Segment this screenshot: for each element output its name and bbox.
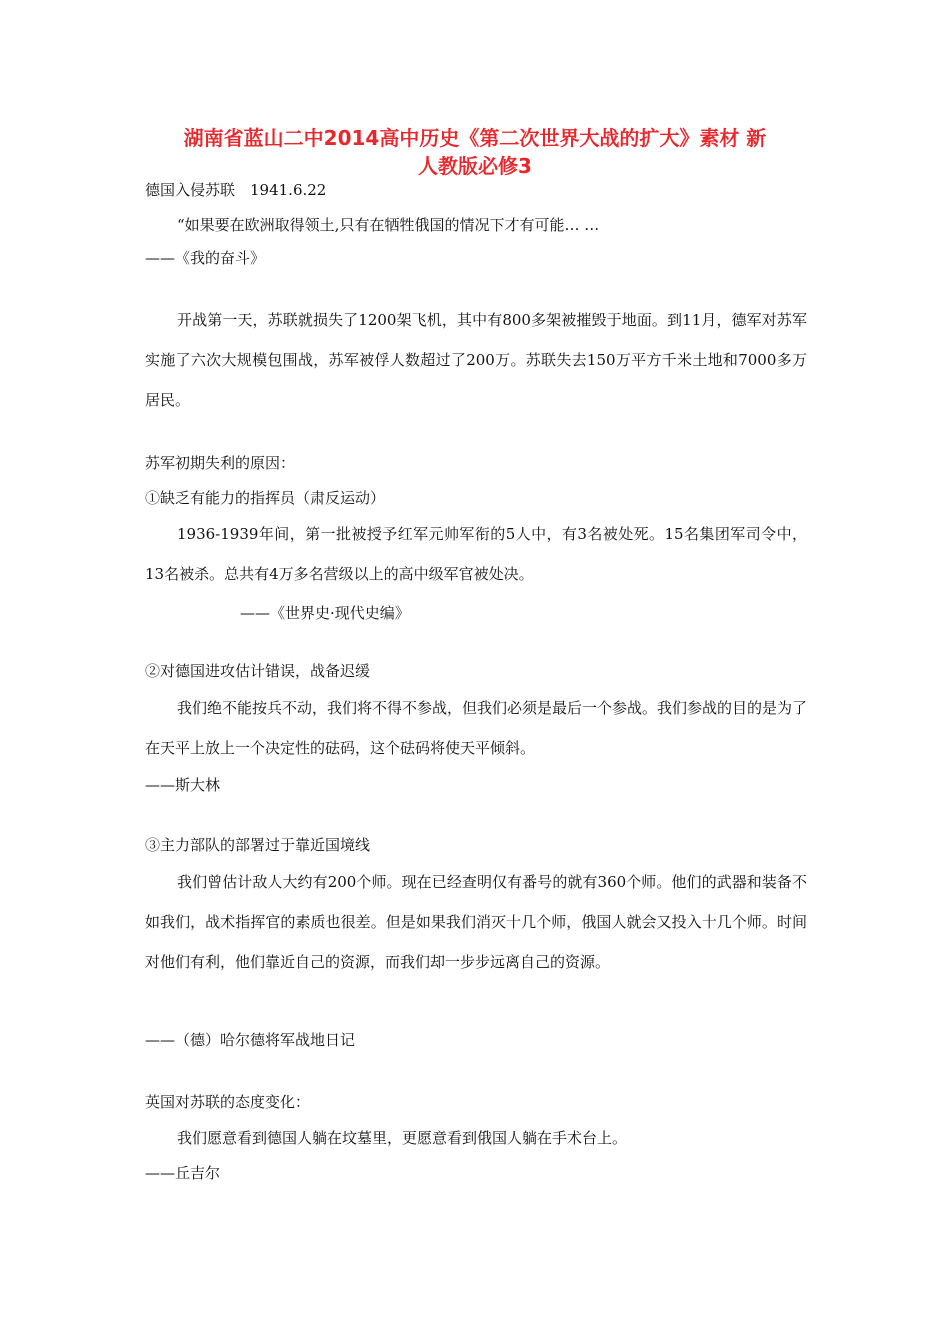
reason-2-text: 我们绝不能按兵不动，我们将不得不参战，但我们必须是最后一个参战。我们参战的目的是为了在天平上放上一个决定性的砝码，这个砝码将使天平倾斜。 bbox=[145, 699, 808, 757]
reason-3-text: 我们曾估计敌人大约有200个师。现在已经查明仅有番号的就有360个师。他们的武器和装备不如我们，战术指挥官的素质也很差。但是如果我们消灭十几个师，俄国人就会又投入十几个师。时间对他们有利，他们靠近自己的资源，而我们却一步步远离自己的资源。 bbox=[145, 873, 807, 971]
reason-1-source: ——《世界史·现代史编》 bbox=[240, 604, 410, 622]
uk-quote-source: ——丘吉尔 bbox=[145, 1164, 221, 1182]
intro-heading: 德国入侵苏联 1941.6.22 bbox=[145, 181, 327, 199]
reason-2-source: ——斯大林 bbox=[145, 776, 221, 794]
document-title-line-2: 人教版必修3 bbox=[418, 154, 532, 178]
reasons-heading: 苏军初期失利的原因： bbox=[145, 454, 296, 472]
quote-mein-kampf: “如果要在欧洲取得领土,只有在牺牲俄国的情况下才有可能… … bbox=[177, 216, 600, 234]
reason-3-heading: ③主力部队的部署过于靠近国境线 bbox=[145, 836, 371, 854]
uk-quote: 我们愿意看到德国人躺在坟墓里，更愿意看到俄国人躺在手术台上。 bbox=[177, 1129, 628, 1147]
reason-1-heading: ①缺乏有能力的指挥员（肃反运动） bbox=[145, 489, 386, 507]
document-title-line-1: 湖南省蓝山二中2014高中历史《第二次世界大战的扩大》素材 新 bbox=[183, 126, 767, 150]
reason-1-text: 1936-1939年间，第一批被授予红军元帅军衔的5人中，有3名被处死。15名集团军司令中，13名被杀。总共有4万多名营级以上的高中级军官被处决。 bbox=[145, 525, 807, 583]
reason-3-source: ——（德）哈尔德将军战地日记 bbox=[145, 1031, 356, 1049]
quote-mein-kampf-source: ——《我的奋斗》 bbox=[145, 249, 266, 267]
uk-attitude-heading: 英国对苏联的态度变化： bbox=[145, 1093, 311, 1111]
paragraph-initial-losses: 开战第一天，苏联就损失了1200架飞机，其中有800多架被摧毁于地面。到11月，德军对苏军实施了六次大规模包围战，苏军被俘人数超过了200万。苏联失去150万平方千米土地和7000多万居民。 bbox=[145, 311, 807, 409]
reason-2-heading: ②对德国进攻估计错误，战备迟缓 bbox=[145, 662, 371, 680]
